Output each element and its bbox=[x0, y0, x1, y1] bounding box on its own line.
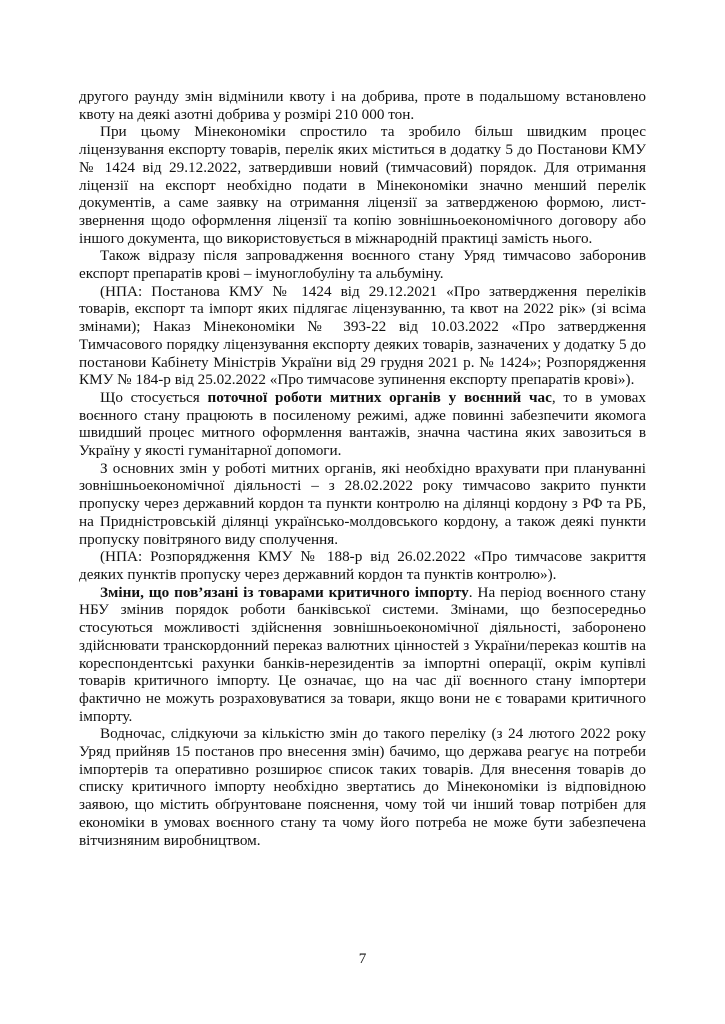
page-number: 7 bbox=[358, 950, 367, 967]
paragraph-5-bold-phrase: поточної роботи митних органів у воєнний час bbox=[207, 388, 552, 406]
paragraph-8 bbox=[79, 584, 646, 726]
paragraph-9 bbox=[79, 725, 646, 849]
paragraph-5-text-end: , то в умовах воєнного стану працюють в посиленому режимі, адже повинні забезпечити якомога швидший процес митного оформлення вантажів, значна частина яких завозиться в Україну у якості гуманітарної допомоги. bbox=[79, 388, 646, 460]
paragraph-3-text: Також відразу після запровадження воєнного стану Уряд тимчасово заборонив експорт препаратів крові – імуноглобуліну та альбуміну. bbox=[79, 247, 646, 283]
paragraph-5 bbox=[79, 389, 646, 460]
paragraph-6-text: З основних змін у роботі митних органів, які необхідно врахувати при плануванні зовнішньоекономічної діяльності – з 28.02.2022 року тимчасово закрито пункти пропуску через державний кордон та пункти контролю на ділянці кордону з РФ та РБ, на Придністровській ділянці українсько-молдовського кордону, а також деякі пункти пропуску повітряного виду сполучення. bbox=[79, 459, 646, 548]
paragraph-2-text: При цьому Мінекономіки спростило та зробило більш швидким процес ліцензування експорту товарів, перелік яких міститься в додатку 5 до Постанови КМУ № 1424 від 29.12.2022, затвердивши новий (тимчасовий) порядок. Для отримання ліцензії на експорт необхідно подати в Мінекономіки значно менший перелік документів, а саме заявку на отримання ліцензії за затвердженою формою, лист-звернення щодо оформлення ліцензії та копію зовнішньоекономічного договору або іншого документа, що використовується в міжнародній практиці замість нього. bbox=[79, 123, 646, 247]
paragraph-3 bbox=[79, 247, 646, 282]
paragraph-7 bbox=[79, 548, 646, 583]
document-body bbox=[79, 88, 646, 849]
paragraph-4 bbox=[79, 283, 646, 389]
paragraph-8-bold-heading: Зміни, що пов’язані із товарами критичного імпорту bbox=[100, 583, 469, 601]
paragraph-5-text-start: Що стосується bbox=[100, 388, 208, 406]
paragraph-6 bbox=[79, 460, 646, 549]
paragraph-2 bbox=[79, 123, 646, 247]
paragraph-1-text: другого раунду змін відмінили квоту і на добрива, проте в подальшому встановлено квоту на деякі азотні добрива у розмірі 210 000 тон. bbox=[79, 88, 646, 123]
paragraph-7-text: (НПА: Розпорядження КМУ № 188-р від 26.02.2022 «Про тимчасове закриття деяких пунктів пропуску через державний кордон та пунктів контролю»). bbox=[79, 548, 646, 583]
paragraph-8-text: . На період воєнного стану НБУ змінив порядок роботи банківської системи. Змінами, що безпосередньо стосуються можливості здійснення зовнішньоекономічної діяльності, заборонено здійснювати транскордонний переказ валютних цінностей з України/переказ коштів на кореспондентські рахунки банків-нерезидентів за імпортні операції, окрім купівлі товарів критичного імпорту. Це означає, що на час дії воєнного стану імпортери фактично не можуть розраховуватися за товари, якщо вони не є товарами критичного імпорту. bbox=[79, 583, 646, 725]
paragraph-1 bbox=[79, 88, 646, 123]
paragraph-9-text: Водночас, слідкуючи за кількістю змін до такого переліку (з 24 лютого 2022 року Уряд прийняв 15 постанов про внесення змін) бачимо, що держава реагує на потреби імпортерів та оперативно розширює список таких товарів. Для внесення товарів до списку критичного імпорту необхідно звертатись до Мінекономіки із відповідною заявою, що містить обґрунтоване пояснення, чому той чи інший товар потрібен для економіки в умовах воєнного стану та чому його потреба не може бути забезпечена вітчизняним виробництвом. bbox=[79, 725, 646, 849]
paragraph-4-text: (НПА: Постанова КМУ № 1424 від 29.12.2021 «Про затвердження переліків товарів, експорт та імпорт яких підлягає ліцензуванню, та квот на 2022 рік» (зі всіма змінами); Наказ Мінекономіки № 393-22 від 10.03.2022 «Про затвердження Тимчасового порядку ліцензування експорту деяких товарів, зазначених у додатку 5 до постанови Кабінету Міністрів України від 29 грудня 2021 р. № 1424»; Розпорядження КМУ № 184-р від 25.02.2022 «Про тимчасове зупинення експорту препаратів крові»). bbox=[79, 282, 646, 389]
